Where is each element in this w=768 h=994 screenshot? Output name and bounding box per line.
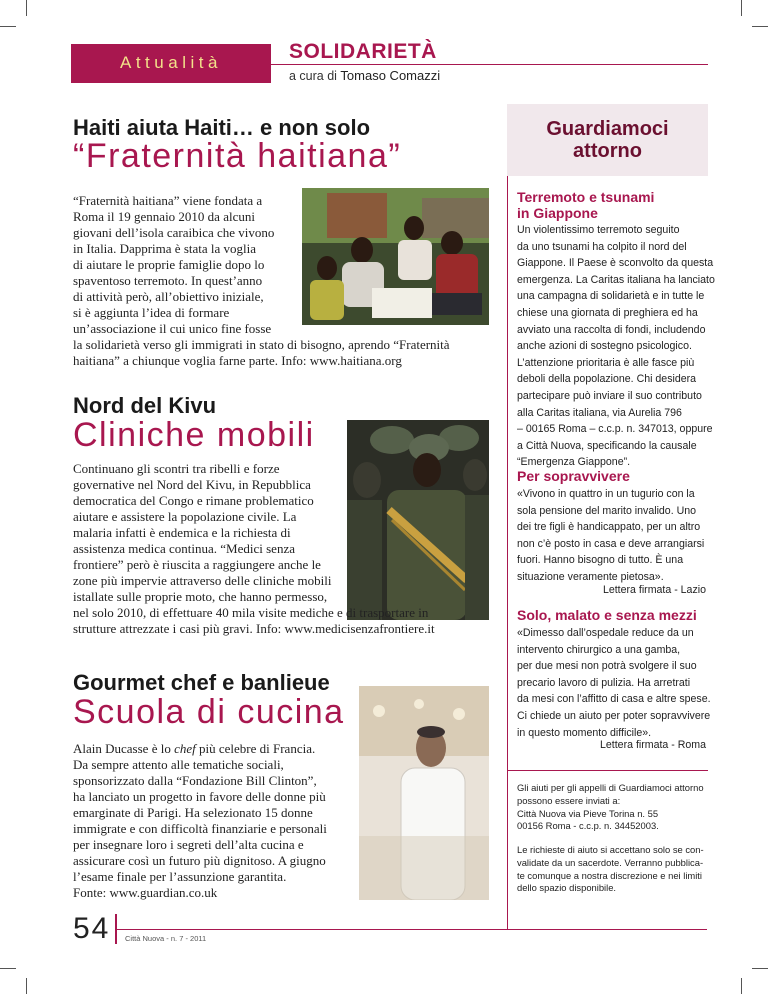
sidebar-divider <box>507 104 508 930</box>
text-line: emergenza. La Caritas italiana ha lanciato <box>517 273 715 286</box>
text-line: deboli della popolazione. Chi desidera <box>517 373 697 386</box>
text-line: Giappone. Il Paese è sconvolto da questa <box>517 257 714 270</box>
text-line: in Italia. Dapprima è stata la voglia <box>73 241 257 256</box>
text-line: assistenza medica continua. “Medici senza <box>73 541 295 556</box>
text-line: di attività però, all’obiettivo iniziale, <box>73 289 264 304</box>
text-line: democratica del Congo e rimane problematico <box>73 493 314 508</box>
article1-body <box>73 193 450 369</box>
text-line: di aiutare le proprie famiglie dopo lo <box>73 257 265 272</box>
text-line: a Città Nuova, specificando la causale <box>517 439 697 452</box>
article1-kicker: Haiti aiuta Haiti… e non solo <box>73 115 371 140</box>
text-line: intervento chirurgico a una gamba, <box>517 643 681 656</box>
article3-kicker: Gourmet chef e banlieue <box>73 670 330 695</box>
text-line: da mesi con l’affitto di casa e altre spese. <box>517 693 711 706</box>
sidebar-item3-title: Solo, malato e senza mezzi <box>517 607 697 623</box>
text-line: in questo momento difficile». <box>517 726 652 739</box>
sidebar-note-donations <box>517 782 704 833</box>
text-line: “Fraternità haitiana” viene fondata a <box>73 193 263 208</box>
article1-headline: “Fraternità haitiana” <box>73 137 402 175</box>
text-line: L’attenzione prioritaria è alle fasce più <box>517 356 695 369</box>
text-line: strutture attrezzate i casi più gravi. Info: www.medicisenzafrontiere.it <box>73 621 435 636</box>
curator-prefix: a cura di <box>289 69 341 83</box>
text-line: immigrate e con difficoltà finanziarie e personali <box>73 821 327 836</box>
text-run-italic: chef <box>174 741 196 756</box>
text-line: chiese una giornata di preghiera ed ha <box>517 306 698 319</box>
sidebar-note-requests <box>517 844 704 895</box>
article2-body <box>73 461 435 637</box>
text-run: più celebre di Francia. <box>195 741 316 756</box>
crop-mark <box>0 968 16 969</box>
crop-mark <box>26 0 27 16</box>
crop-mark <box>741 978 742 994</box>
text-line: sponsorizzato dalla “Fondazione Bill Clinton”, <box>73 773 317 788</box>
curator-line <box>289 68 440 83</box>
crop-mark <box>0 26 16 27</box>
text-line: «Vivono in quattro in un tugurio con la <box>517 488 695 500</box>
sidebar-item2-title: Per sopravvivere <box>517 468 630 484</box>
text-line: haitiana” a chiunque voglia farne parte. Info: www.haitiana.org <box>73 353 402 368</box>
sidebar-item1-title <box>517 189 654 221</box>
text-line: assicurare così un futuro più dignitoso. A giugno <box>73 853 326 868</box>
text-line: situazione veramente pietosa». <box>517 570 664 583</box>
text-line: da uno tsunami ha colpito il nord del <box>517 240 687 253</box>
crop-mark <box>26 978 27 994</box>
text-line: dei tre figli è handicappato, per un altro <box>517 521 701 534</box>
note-line: validate da un sacerdote. Verranno pubblica- <box>517 856 704 868</box>
sidebar-item2-body <box>517 486 704 586</box>
text-line: alla Caritas italiana, via Aurelia 796 <box>517 406 682 419</box>
sidebar-item3-body <box>517 625 711 741</box>
text-line: Un violentissimo terremoto seguito <box>517 224 680 236</box>
sidebar-title-line: attorno <box>573 140 642 162</box>
text-line: Da sempre attento alle tematiche sociali, <box>73 757 284 772</box>
text-line: un’associazione il cui unico fine fosse <box>73 321 272 336</box>
header-rule <box>271 64 708 65</box>
text-line <box>73 741 327 757</box>
text-line: governative nel Nord del Kivu, in Repubblica <box>73 477 311 492</box>
note-line: 00156 Roma - c.c.p. n. 34452003. <box>517 820 659 832</box>
note-line: te comunque a nostra discrezione e nei limiti <box>517 869 702 881</box>
text-line: precario lavoro di pulizia. Ha arretrati <box>517 676 691 689</box>
text-line: frontiere” però è riuscita a raggiungere anche le <box>73 557 321 572</box>
crop-mark <box>741 0 742 16</box>
text-line: malaria infatti è endemica e la richiesta di <box>73 525 291 540</box>
page-number: 54 <box>73 912 111 945</box>
note-line: dello spazio disponibile. <box>517 882 617 894</box>
text-line: «Dimesso dall’ospedale reduce da un <box>517 627 694 639</box>
sidebar-item2-signature: Lettera firmata - Lazio <box>602 584 706 596</box>
text-line: l’esame finale per l’assunzione garantita. <box>73 869 287 884</box>
sidebar-title <box>507 118 708 162</box>
text-line: per due mesi non potrà svolgere il suo <box>517 660 697 673</box>
text-line: una campagna di solidarietà e in tutte le <box>517 290 705 303</box>
text-line: si è aggiunta l’idea di formare <box>73 305 230 320</box>
text-line: partecipare può inviare il suo contributo <box>517 389 702 402</box>
note-line: possono essere inviati a: <box>517 794 621 806</box>
sidebar-title-line: Guardiamoci <box>546 118 669 140</box>
sidebar-item3-signature: Lettera firmata - Roma <box>600 739 706 751</box>
article3-photo <box>359 686 489 900</box>
text-line: giovani dell’isola caraibica che vivono <box>73 225 275 240</box>
text-line: Continuano gli scontri tra ribelli e forze <box>73 461 280 476</box>
curator-name: Tomaso Comazzi <box>340 68 441 83</box>
note-line: Le richieste di aiuto si accettano solo se con- <box>517 844 704 855</box>
text-line: aiutare e assistere la popolazione civile. La <box>73 509 297 524</box>
section-tag: Attualità <box>120 53 222 72</box>
text-line: anche azioni di sostegno psicologico. <box>517 340 692 353</box>
text-line: istallate sulle proprie moto, che hanno permesso, <box>73 589 328 604</box>
text-line: ha lanciato un progetto in favore delle donne più <box>73 789 326 804</box>
article2-headline: Cliniche mobili <box>73 416 315 454</box>
note-line: Gli aiuti per gli appelli di Guardiamoci attorno <box>517 782 704 793</box>
sidebar-note-rule <box>507 770 708 771</box>
text-line: nel solo 2010, di effettuare 40 mila visite mediche e di trasportare in <box>73 605 429 620</box>
subtitle-line: Terremoto e tsunami <box>517 189 655 205</box>
text-line: Fonte: www.guardian.co.uk <box>73 885 218 900</box>
text-line: non c’è posto in casa e deve arrangiarsi <box>517 537 705 550</box>
article3-headline: Scuola di cucina <box>73 693 345 731</box>
footer-issue: Città Nuova - n. 7 - 2011 <box>125 934 207 943</box>
text-line: sola pensione del marito invalido. Uno <box>517 504 697 517</box>
article3-body <box>73 741 327 901</box>
text-run: Alain Ducasse è lo <box>73 741 175 756</box>
crop-mark <box>752 968 768 969</box>
text-line: “Emergenza Giappone”. <box>517 456 631 469</box>
text-line: zone più impervie attraverso delle cliniche mobili <box>73 573 332 588</box>
text-line: avviato una raccolta di fondi, includendo <box>517 323 706 336</box>
subtitle-line: in Giappone <box>517 205 598 221</box>
text-line: per insegnare loro i segreti dell’alta cucina e <box>73 837 304 852</box>
text-line: la solidarietà verso gli immigrati in stato di bisogno, aprendo “Fraternità <box>73 337 450 352</box>
crop-mark <box>752 26 768 27</box>
note-line: Città Nuova via Pieve Torina n. 55 <box>517 807 659 819</box>
article2-kicker: Nord del Kivu <box>73 393 217 418</box>
text-line: fuori. Hanno bisogno di tutto. È una <box>517 554 684 567</box>
text-line: emarginate di Parigi. Ha selezionato 15 donne <box>73 805 313 820</box>
text-line: Roma il 19 gennaio 2010 da alcuni <box>73 209 255 224</box>
section-title: SOLIDARIETÀ <box>289 40 437 63</box>
text-line: Ci chiede un aiuto per poter sopravvivere <box>517 709 711 722</box>
text-line: – 00165 Roma – c.c.p. n. 347013, oppure <box>517 423 713 436</box>
footer-rule <box>117 929 707 930</box>
sidebar-item1-body <box>517 222 715 471</box>
text-line: spaventoso terremoto. In quest’anno <box>73 273 263 288</box>
